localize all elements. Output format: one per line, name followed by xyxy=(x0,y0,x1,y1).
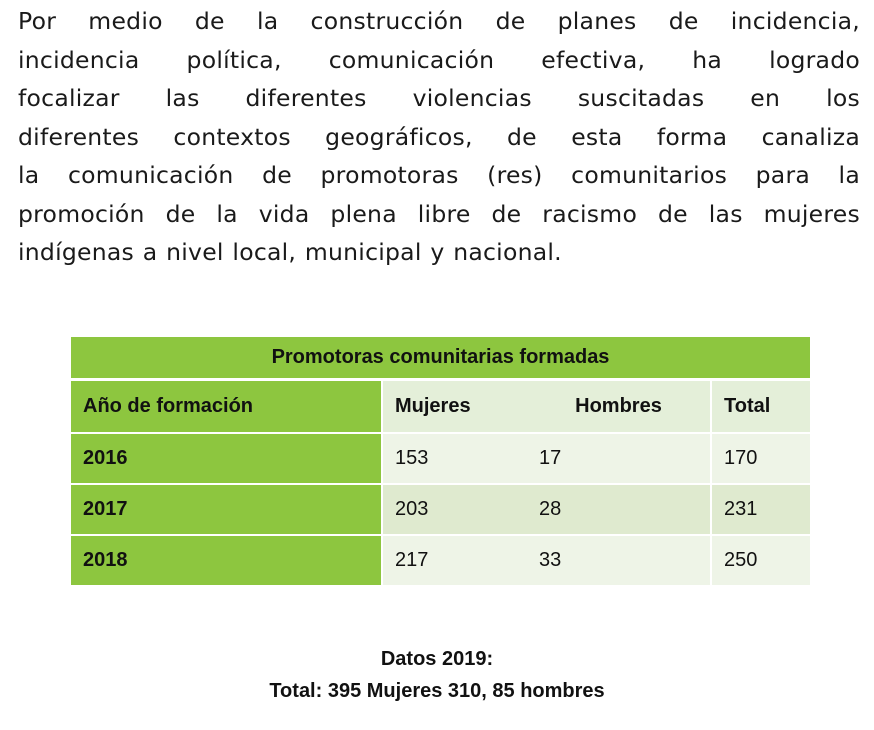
paragraph-line: Por medio de la construcción de planes de incidencia, xyxy=(18,7,860,35)
cell-mujeres: 217 xyxy=(383,536,527,587)
header-mujeres: Mujeres xyxy=(383,381,527,434)
header-anio: Año de formación xyxy=(71,381,383,434)
paragraph-line: promoción de la vida plena libre de racismo de las mujeres xyxy=(18,199,860,228)
paragraph-line: diferentes contextos geográficos, de esta forma canaliza xyxy=(18,122,860,151)
table-row xyxy=(71,434,810,485)
paragraph-line: la comunicación de promotoras (res) comunitarios para la xyxy=(18,161,860,189)
cell-year: 2016 xyxy=(71,434,383,485)
cell-total: 170 xyxy=(710,434,810,485)
paragraph-line: indígenas a nivel local, municipal y nacional. xyxy=(18,238,562,266)
table-title: Promotoras comunitarias formadas xyxy=(71,337,810,381)
cell-hombres: 33 xyxy=(527,536,710,587)
header-hombres: Hombres xyxy=(527,381,710,434)
footer-data-totals: Total: 395 Mujeres 310, 85 hombres xyxy=(269,680,605,702)
cell-year: 2017 xyxy=(71,485,383,536)
cell-mujeres: 203 xyxy=(383,485,527,536)
header-total: Total xyxy=(710,381,810,434)
table-header-row xyxy=(71,381,810,434)
table-title-row xyxy=(71,337,810,381)
footer-data-heading: Datos 2019: xyxy=(380,648,494,670)
cell-mujeres: 153 xyxy=(383,434,527,485)
cell-total: 250 xyxy=(710,536,810,587)
paragraph-line: incidencia política, comunicación efectiva, ha logrado xyxy=(18,45,860,74)
paragraph-line: focalizar las diferentes violencias suscitadas en los xyxy=(18,84,860,112)
promotoras-table xyxy=(71,337,810,587)
cell-hombres: 17 xyxy=(527,434,710,485)
table-row xyxy=(71,536,810,587)
intro-paragraph xyxy=(18,2,860,272)
cell-year: 2018 xyxy=(71,536,383,587)
cell-total: 231 xyxy=(710,485,810,536)
cell-hombres: 28 xyxy=(527,485,710,536)
table-row xyxy=(71,485,810,536)
